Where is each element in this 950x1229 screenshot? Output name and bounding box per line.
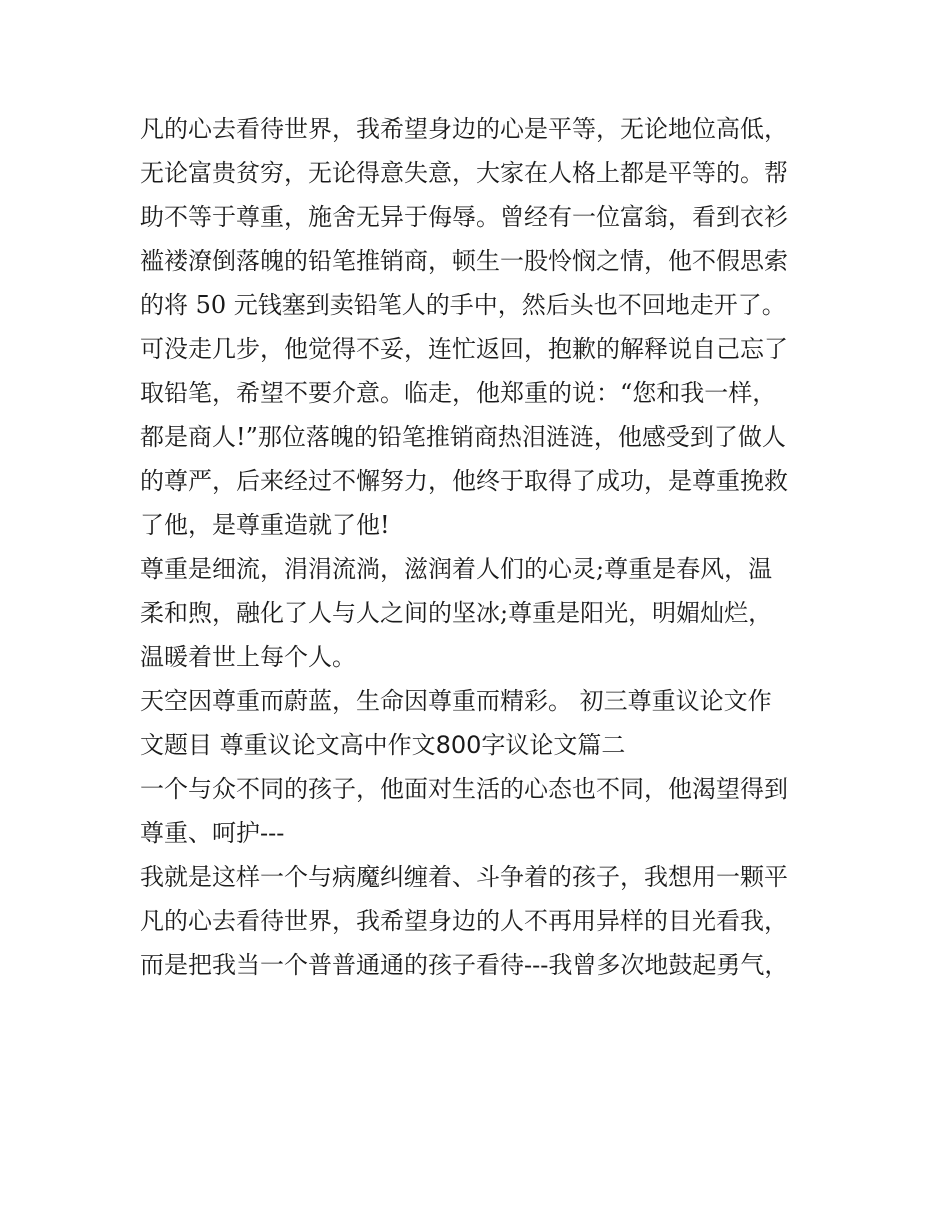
text-line: 我就是这样一个与病魔纠缠着、斗争着的孩子，我想用一颗平 [140,863,788,891]
text-line: 尊重、呵护--- [140,819,285,847]
text-line: 天空因尊重而蔚蓝，生命因尊重而精彩。 初三尊重议论文作 [140,687,772,715]
text-line: 的将 50 元钱塞到卖铅笔人的手中，然后头也不回地走开了。 [140,291,786,319]
text-line: 无论富贵贫穷，无论得意失意，大家在人格上都是平等的。帮 [140,159,788,187]
text-line: 褴褛潦倒落魄的铅笔推销商，顿生一股怜悯之情，他不假思索 [140,247,788,275]
text-line: 的尊严，后来经过不懈努力，他终于取得了成功，是尊重挽救 [140,467,788,495]
text-line: 而是把我当一个普普通通的孩子看待---我曾多次地鼓起勇气， [140,951,789,979]
text-line: 凡的心去看待世界，我希望身边的人不再用异样的目光看我， [140,907,788,935]
text-line: 可没走几步，他觉得不妥，连忙返回，抱歉的解释说自己忘了 [140,335,788,363]
document-body [140,107,820,987]
text-line: 尊重是细流，涓涓流淌，滋润着人们的心灵;尊重是春风，温 [140,555,773,583]
text-line: 都是商人!”那位落魄的铅笔推销商热泪涟涟，他感受到了做人 [140,423,786,451]
text-line: 助不等于尊重，施舍无异于侮辱。曾经有一位富翁，看到衣衫 [140,203,788,231]
section-title-line: 文题目 尊重议论文高中作文800字议论文篇二 [140,731,626,759]
text-line: 取铅笔，希望不要介意。临走，他郑重的说：“您和我一样， [140,379,777,407]
text-line: 温暖着世上每个人。 [140,643,356,671]
text-line: 了他，是尊重造就了他! [140,511,390,539]
text-line: 柔和煦，融化了人与人之间的坚冰;尊重是阳光，明媚灿烂， [140,599,773,627]
text-line: 凡的心去看待世界，我希望身边的心是平等，无论地位高低， [140,115,788,143]
text-line: 一个与众不同的孩子，他面对生活的心态也不同，他渴望得到 [140,775,788,803]
